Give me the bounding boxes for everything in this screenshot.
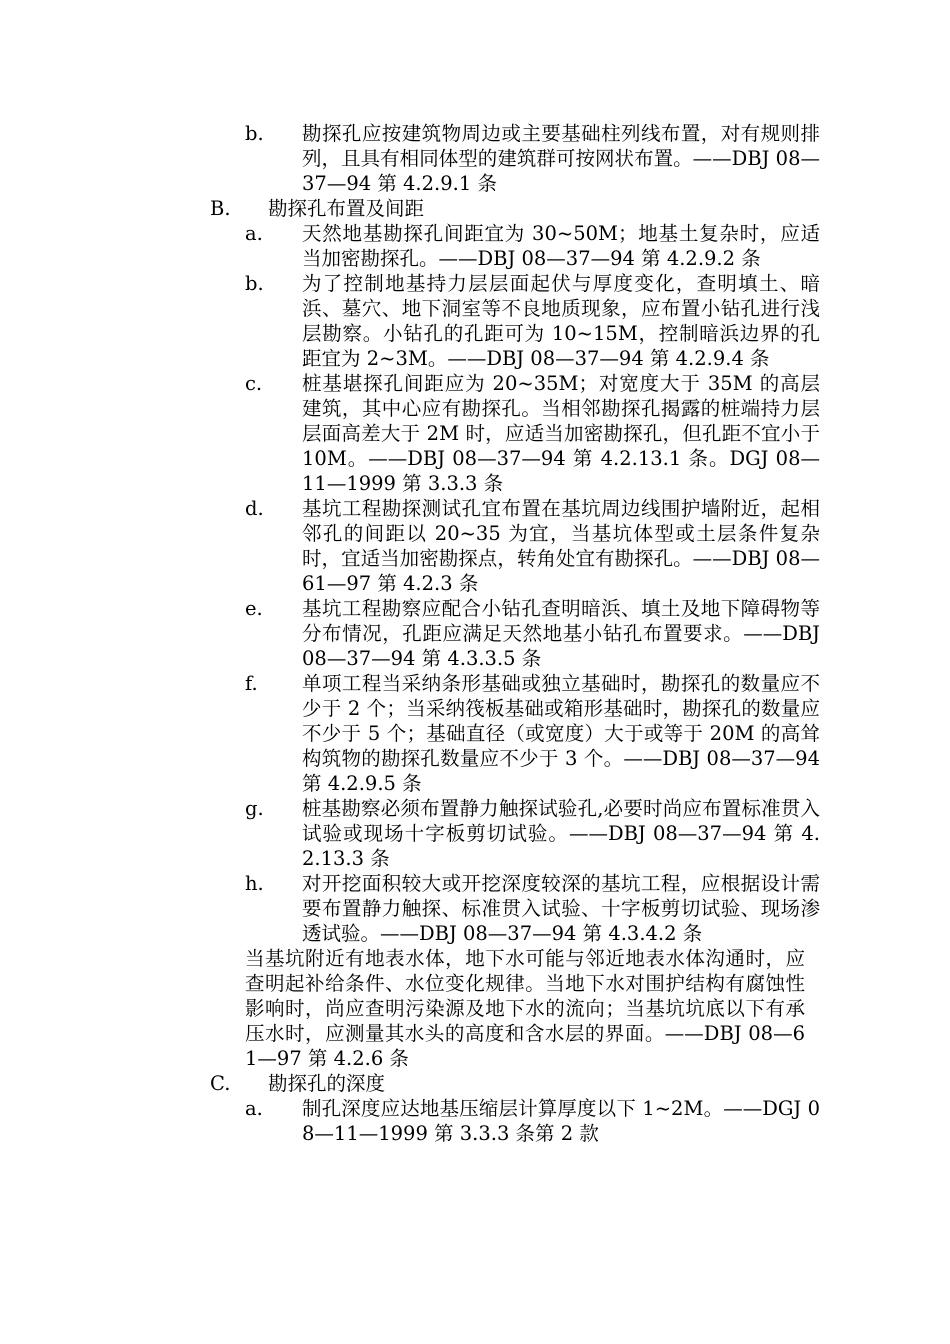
section-label: C. <box>210 1072 231 1095</box>
list-item <box>210 871 820 946</box>
list-item <box>210 796 820 871</box>
item-label: b. <box>245 272 264 295</box>
item-text: 桩基勘察必须布置静力触探试验孔,必要时尚应布置标准贯入试验或现场十字板剪切试验。——DBJ 08—37—94 第 4.2.13.3 条 <box>302 797 820 870</box>
section-title: 勘探孔布置及间距 <box>268 197 425 220</box>
item-label: e. <box>245 597 263 620</box>
item-label: g. <box>245 797 264 820</box>
body-paragraph: 当基坑附近有地表水体，地下水可能与邻近地表水体沟通时，应查明起补给条件、水位变化规律。当地下水对围护结构有腐蚀性影响时，尚应查明污染源及地下水的流向；当基坑坑底以下有承压水时，应测量其水头的高度和含水层的界面。——DBJ 08—61—97 第 4.2.6 条 <box>245 947 805 1070</box>
section-heading-b <box>210 196 820 221</box>
list-item <box>210 371 820 496</box>
list-item <box>210 596 820 671</box>
item-text: 单项工程当采纳条形基础或独立基础时，勘探孔的数量应不少于 2 个；当采纳筏板基础或箱形基础时，勘探孔的数量应不少于 5 个；基础直径（或宽度）大于或等于 20M 的高耸构筑物的勘探孔数量应不少于 3 个。——DBJ 08—37—94 第 4.2.9.5 条 <box>302 672 820 795</box>
item-label: c. <box>245 372 263 395</box>
list-item <box>210 121 820 196</box>
item-text: 对开挖面积较大或开挖深度较深的基坑工程，应根据设计需要布置静力触探、标准贯入试验、十字板剪切试验、现场渗透试验。——DBJ 08—37—94 第 4.3.4.2 条 <box>302 872 820 945</box>
item-label: a. <box>245 1097 263 1120</box>
item-label: b. <box>245 122 264 145</box>
list-item <box>210 271 820 371</box>
item-label: f. <box>245 672 258 695</box>
item-label: d. <box>245 497 264 520</box>
list-item <box>210 671 820 796</box>
list-item <box>210 496 820 596</box>
item-text: 制孔深度应达地基压缩层计算厚度以下 1~2M。——DGJ 08—11—1999 第 3.3.3 条第 2 款 <box>302 1097 820 1145</box>
document-body <box>210 121 820 1146</box>
section-label: B. <box>210 197 231 220</box>
item-text: 桩基堪探孔间距应为 20~35M；对宽度大于 35M 的高层建筑，其中心应有勘探孔。当相邻勘探孔揭露的桩端持力层层面高差大于 2M 时，应适当加密勘探孔，但孔距不宜小于 10M。——DBJ 08—37—94 第 4.2.13.1 条。DGJ 08—11—1999 第 3.3.3 条 <box>302 372 820 495</box>
item-text: 天然地基勘探孔间距宜为 30~50M；地基土复杂时，应适当加密勘探孔。——DBJ 08—37—94 第 4.2.9.2 条 <box>302 222 820 270</box>
item-text: 基坑工程勘察应配合小钻孔查明暗浜、填土及地下障碍物等分布情况，孔距应满足天然地基小钻孔布置要求。——DBJ 08—37—94 第 4.3.3.5 条 <box>302 597 820 670</box>
section-heading-c <box>210 1071 820 1096</box>
item-text: 勘探孔应按建筑物周边或主要基础柱列线布置，对有规则排列，且具有相同体型的建筑群可按网状布置。——DBJ 08—37—94 第 4.2.9.1 条 <box>302 122 820 195</box>
section-title: 勘探孔的深度 <box>268 1072 386 1095</box>
item-text: 为了控制地基持力层层面起伏与厚度变化，查明填土、暗浜、墓穴、地下洞室等不良地质现象，应布置小钻孔进行浅层勘察。小钻孔的孔距可为 10~15M，控制暗浜边界的孔距宜为 2~3M。——DBJ 08—37—94 第 4.2.9.4 条 <box>302 272 820 370</box>
item-text: 基坑工程勘探测试孔宜布置在基坑周边线围护墙附近，起相邻孔的间距以 20~35 为宜，当基坑体型或土层条件复杂时，宜适当加密勘探点，转角处宜有勘探孔。——DBJ 08—61—97 第 4.2.3 条 <box>302 497 820 595</box>
item-label: a. <box>245 222 263 245</box>
list-item <box>210 221 820 271</box>
item-label: h. <box>245 872 264 895</box>
list-item <box>210 1096 820 1146</box>
